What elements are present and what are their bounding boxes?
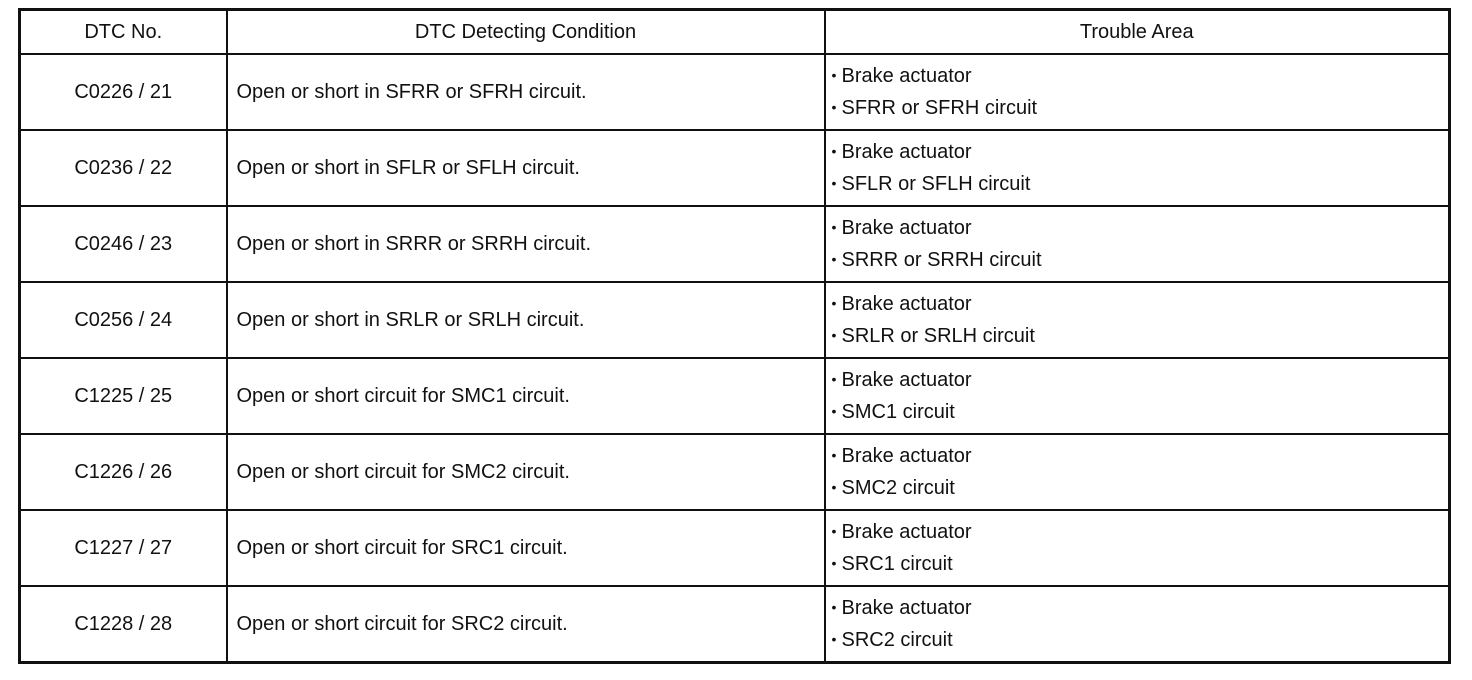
trouble-area-text: Brake actuator <box>841 65 972 87</box>
bullet-icon: • <box>831 295 837 311</box>
trouble-area-item <box>832 396 1449 428</box>
header-dtc-no: DTC No. <box>20 10 227 55</box>
table-row <box>20 434 1450 510</box>
trouble-area-text: Brake actuator <box>841 293 972 315</box>
condition-cell: Open or short in SRRR or SRRH circuit. <box>227 206 825 282</box>
trouble-area-item <box>832 320 1449 352</box>
trouble-area-item <box>832 440 1449 472</box>
trouble-area-item <box>832 168 1449 200</box>
bullet-icon: • <box>831 555 837 571</box>
bullet-icon: • <box>831 251 837 267</box>
bullet-icon: • <box>831 99 837 115</box>
trouble-area-cell <box>825 434 1450 510</box>
trouble-area-text: SMC1 circuit <box>841 401 955 423</box>
bullet-icon: • <box>831 327 837 343</box>
trouble-area-text: Brake actuator <box>841 369 972 391</box>
dtc-code-cell: C0256 / 24 <box>20 282 227 358</box>
trouble-area-text: SMC2 circuit <box>841 477 955 499</box>
trouble-area-item <box>832 60 1449 92</box>
trouble-area-cell <box>825 206 1450 282</box>
trouble-area-cell <box>825 282 1450 358</box>
header-row <box>20 10 1450 55</box>
trouble-area-text: SFLR or SFLH circuit <box>841 173 1031 195</box>
trouble-area-text: Brake actuator <box>841 521 972 543</box>
trouble-area-text: SRRR or SRRH circuit <box>841 249 1042 271</box>
dtc-code-cell: C1225 / 25 <box>20 358 227 434</box>
trouble-area-item <box>832 364 1449 396</box>
trouble-area-cell <box>825 510 1450 586</box>
table-row <box>20 206 1450 282</box>
condition-cell: Open or short circuit for SMC1 circuit. <box>227 358 825 434</box>
dtc-code-cell: C0246 / 23 <box>20 206 227 282</box>
trouble-area-item <box>832 244 1449 276</box>
bullet-icon: • <box>831 143 837 159</box>
trouble-area-text: Brake actuator <box>841 597 972 619</box>
header-trouble-area: Trouble Area <box>825 10 1450 55</box>
trouble-area-cell <box>825 586 1450 663</box>
dtc-code-cell: C0236 / 22 <box>20 130 227 206</box>
dtc-code-cell: C0226 / 21 <box>20 54 227 130</box>
trouble-area-text: Brake actuator <box>841 141 972 163</box>
trouble-area-item <box>832 136 1449 168</box>
trouble-area-item <box>832 288 1449 320</box>
bullet-icon: • <box>831 67 837 83</box>
dtc-table <box>18 8 1451 664</box>
condition-cell: Open or short in SRLR or SRLH circuit. <box>227 282 825 358</box>
condition-cell: Open or short circuit for SMC2 circuit. <box>227 434 825 510</box>
bullet-icon: • <box>831 219 837 235</box>
table-row <box>20 130 1450 206</box>
table-row <box>20 282 1450 358</box>
table-row <box>20 358 1450 434</box>
header-detecting-condition: DTC Detecting Condition <box>227 10 825 55</box>
trouble-area-item <box>832 592 1449 624</box>
trouble-area-cell <box>825 130 1450 206</box>
trouble-area-text: SFRR or SFRH circuit <box>841 97 1038 119</box>
trouble-area-item <box>832 212 1449 244</box>
bullet-icon: • <box>831 175 837 191</box>
trouble-area-item <box>832 472 1449 504</box>
bullet-icon: • <box>831 479 837 495</box>
condition-cell: Open or short in SFLR or SFLH circuit. <box>227 130 825 206</box>
table-row <box>20 510 1450 586</box>
condition-cell: Open or short in SFRR or SFRH circuit. <box>227 54 825 130</box>
bullet-icon: • <box>831 371 837 387</box>
bullet-icon: • <box>831 631 837 647</box>
trouble-area-item <box>832 516 1449 548</box>
bullet-icon: • <box>831 447 837 463</box>
trouble-area-text: SRLR or SRLH circuit <box>841 325 1035 347</box>
trouble-area-text: SRC1 circuit <box>841 553 953 575</box>
bullet-icon: • <box>831 599 837 615</box>
table-row <box>20 586 1450 663</box>
dtc-code-cell: C1227 / 27 <box>20 510 227 586</box>
trouble-area-item <box>832 624 1449 656</box>
trouble-area-text: Brake actuator <box>841 217 972 239</box>
dtc-code-cell: C1226 / 26 <box>20 434 227 510</box>
bullet-icon: • <box>831 523 837 539</box>
trouble-area-text: Brake actuator <box>841 445 972 467</box>
bullet-icon: • <box>831 403 837 419</box>
trouble-area-item <box>832 92 1449 124</box>
trouble-area-cell <box>825 54 1450 130</box>
trouble-area-item <box>832 548 1449 580</box>
condition-cell: Open or short circuit for SRC1 circuit. <box>227 510 825 586</box>
trouble-area-text: SRC2 circuit <box>841 629 953 651</box>
trouble-area-cell <box>825 358 1450 434</box>
condition-cell: Open or short circuit for SRC2 circuit. <box>227 586 825 663</box>
dtc-code-cell: C1228 / 28 <box>20 586 227 663</box>
table-row <box>20 54 1450 130</box>
